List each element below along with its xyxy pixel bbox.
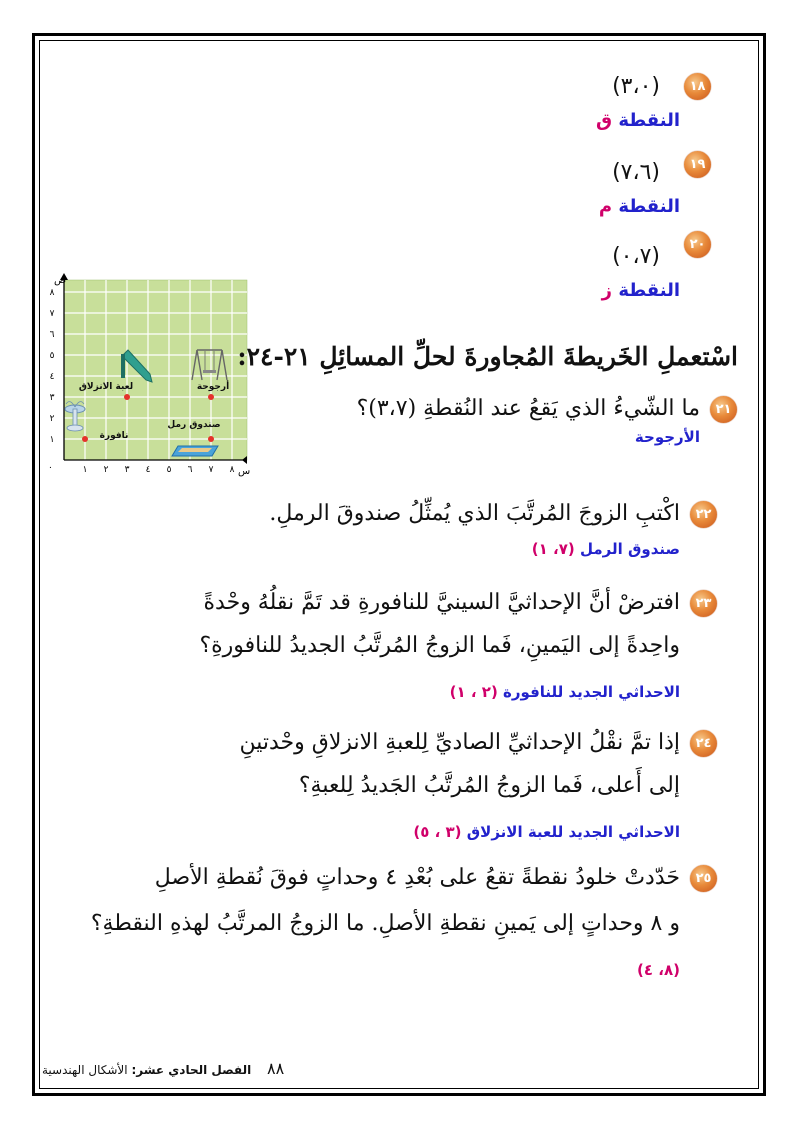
problem-number-badge: ٢٥ <box>690 865 717 892</box>
y-tick: ٨ <box>49 288 55 298</box>
question-line: حَدّدتْ خلودُ نقطةً تقعُ على بُعْدِ ٤ وحداتٍ فوقَ نُقطةِ الأصلِ <box>154 865 680 890</box>
page-number: ٨٨ <box>267 1059 285 1078</box>
problem-number-badge: ٢٢ <box>690 501 717 528</box>
y-tick: ٥ <box>49 351 55 361</box>
problem-number-badge: ٢١ <box>710 396 737 423</box>
answer-pair: (٣ ، ٥) <box>413 823 462 841</box>
x-tick: ٨ <box>229 465 235 475</box>
chapter-label: الفصل الحادي عشر: <box>131 1063 252 1077</box>
question-line: اكْتبِ الزوجَ المُرتَّبَ الذي يُمثِّلُ صندوقَ الرملِ. <box>269 501 680 526</box>
problem-number-badge: ٢٤ <box>690 730 717 757</box>
y-tick-labels <box>50 288 55 445</box>
place-label-fountain: نافورة <box>99 431 129 441</box>
y-tick: ٢ <box>49 414 55 424</box>
answer-label: الاحداثي الجديد للنافورة <box>503 683 680 701</box>
section-heading: اسْتعملِ الخَريطةَ المُجاورةَ لحلِّ المسائِلِ ٢١-٢٤: <box>237 342 738 371</box>
page-footer <box>42 1059 284 1078</box>
answer-point <box>599 196 680 217</box>
answer-text <box>532 540 680 558</box>
x-axis-label: س <box>238 466 250 477</box>
place-label-slide: لعبة الانزلاق <box>78 382 134 392</box>
ordered-pair: (٣،٠) <box>612 74 660 99</box>
problem-number-badge: ٢٣ <box>690 590 717 617</box>
problem-number-badge: ١٩ <box>684 151 711 178</box>
map-point <box>208 394 214 400</box>
question-line: افترضْ أنَّ الإحداثيَّ السينيَّ للنافورةِ قد تَمَّ نقلُهُ وحْدةً <box>203 590 680 615</box>
x-tick: ٤ <box>145 465 151 475</box>
y-tick: ٤ <box>49 372 55 382</box>
answer-prefix: النقطة <box>618 110 680 131</box>
answer-label: صندوق الرمل <box>579 540 680 558</box>
answer-label: الأرجوحة <box>634 428 700 446</box>
x-tick: ١ <box>82 465 88 475</box>
answer-pair: (٧، ١) <box>531 540 575 558</box>
question-line: إذا تمَّ نقْلُ الإحداثيِّ الصاديِّ لِلعبةِ الانزلاقِ وحْدتينِ <box>239 730 680 755</box>
question-line: ما الشّيءُ الذي يَقعُ عند النُقطةِ (٣،٧)؟ <box>356 396 700 421</box>
question-line: واحِدةً إلى اليَمينِ، فَما الزوجُ المُرتَّبُ الجديدُ للنافورةِ؟ <box>199 633 680 658</box>
answer-text <box>635 428 700 446</box>
answer-prefix: النقطة <box>618 196 680 217</box>
map-point <box>82 436 88 442</box>
answer-letter: ق <box>595 110 613 131</box>
map-point <box>124 394 130 400</box>
park-coordinate-map <box>42 270 250 480</box>
y-tick: ١ <box>49 435 55 445</box>
x-tick-labels <box>83 465 235 475</box>
answer-text <box>450 683 680 701</box>
sandbox-icon <box>172 446 218 456</box>
place-label-sandbox: صندوق رمل <box>167 420 221 430</box>
x-tick: ٦ <box>187 465 193 475</box>
answer-point <box>596 110 680 131</box>
question-line: إلى أَعلى، فَما الزوجُ المُرتَّبُ الجَديدُ لِلعبةِ؟ <box>298 773 680 798</box>
problem-number-badge: ١٨ <box>684 73 711 100</box>
x-tick: ٧ <box>208 465 214 475</box>
ordered-pair: (٠،٧) <box>612 244 660 269</box>
origin-label: ٠ <box>48 463 53 473</box>
x-tick: ٥ <box>166 465 172 475</box>
problem-number-badge: ٢٠ <box>684 231 711 258</box>
answer-prefix: النقطة <box>618 280 680 301</box>
answer-pair: (٨، ٤) <box>637 961 680 979</box>
map-point <box>208 436 214 442</box>
y-tick: ٦ <box>49 330 55 340</box>
answer-point <box>602 280 680 301</box>
x-tick: ٣ <box>124 465 130 475</box>
place-label-swing: أرجوحة <box>196 382 230 392</box>
question-line: و ٨ وحداتٍ إلى يَمينِ نقطةِ الأصلِ. ما الزوجُ المرتَّبُ لهذهِ النقطةِ؟ <box>90 911 680 936</box>
answer-pair: (٢ ، ١) <box>449 683 498 701</box>
answer-letter: م <box>598 196 613 217</box>
answer-letter: ز <box>601 280 613 301</box>
y-tick: ٣ <box>49 393 55 403</box>
x-tick: ٢ <box>103 465 109 475</box>
ordered-pair: (٧،٦) <box>612 160 660 185</box>
answer-text <box>413 823 680 841</box>
answer-text <box>637 961 680 979</box>
y-axis-label: ص <box>54 275 67 286</box>
y-tick: ٧ <box>49 309 55 319</box>
chapter-title: الأشكال الهندسية <box>42 1063 128 1077</box>
answer-label: الاحداثي الجديد للعبة الانزلاق <box>466 823 680 841</box>
